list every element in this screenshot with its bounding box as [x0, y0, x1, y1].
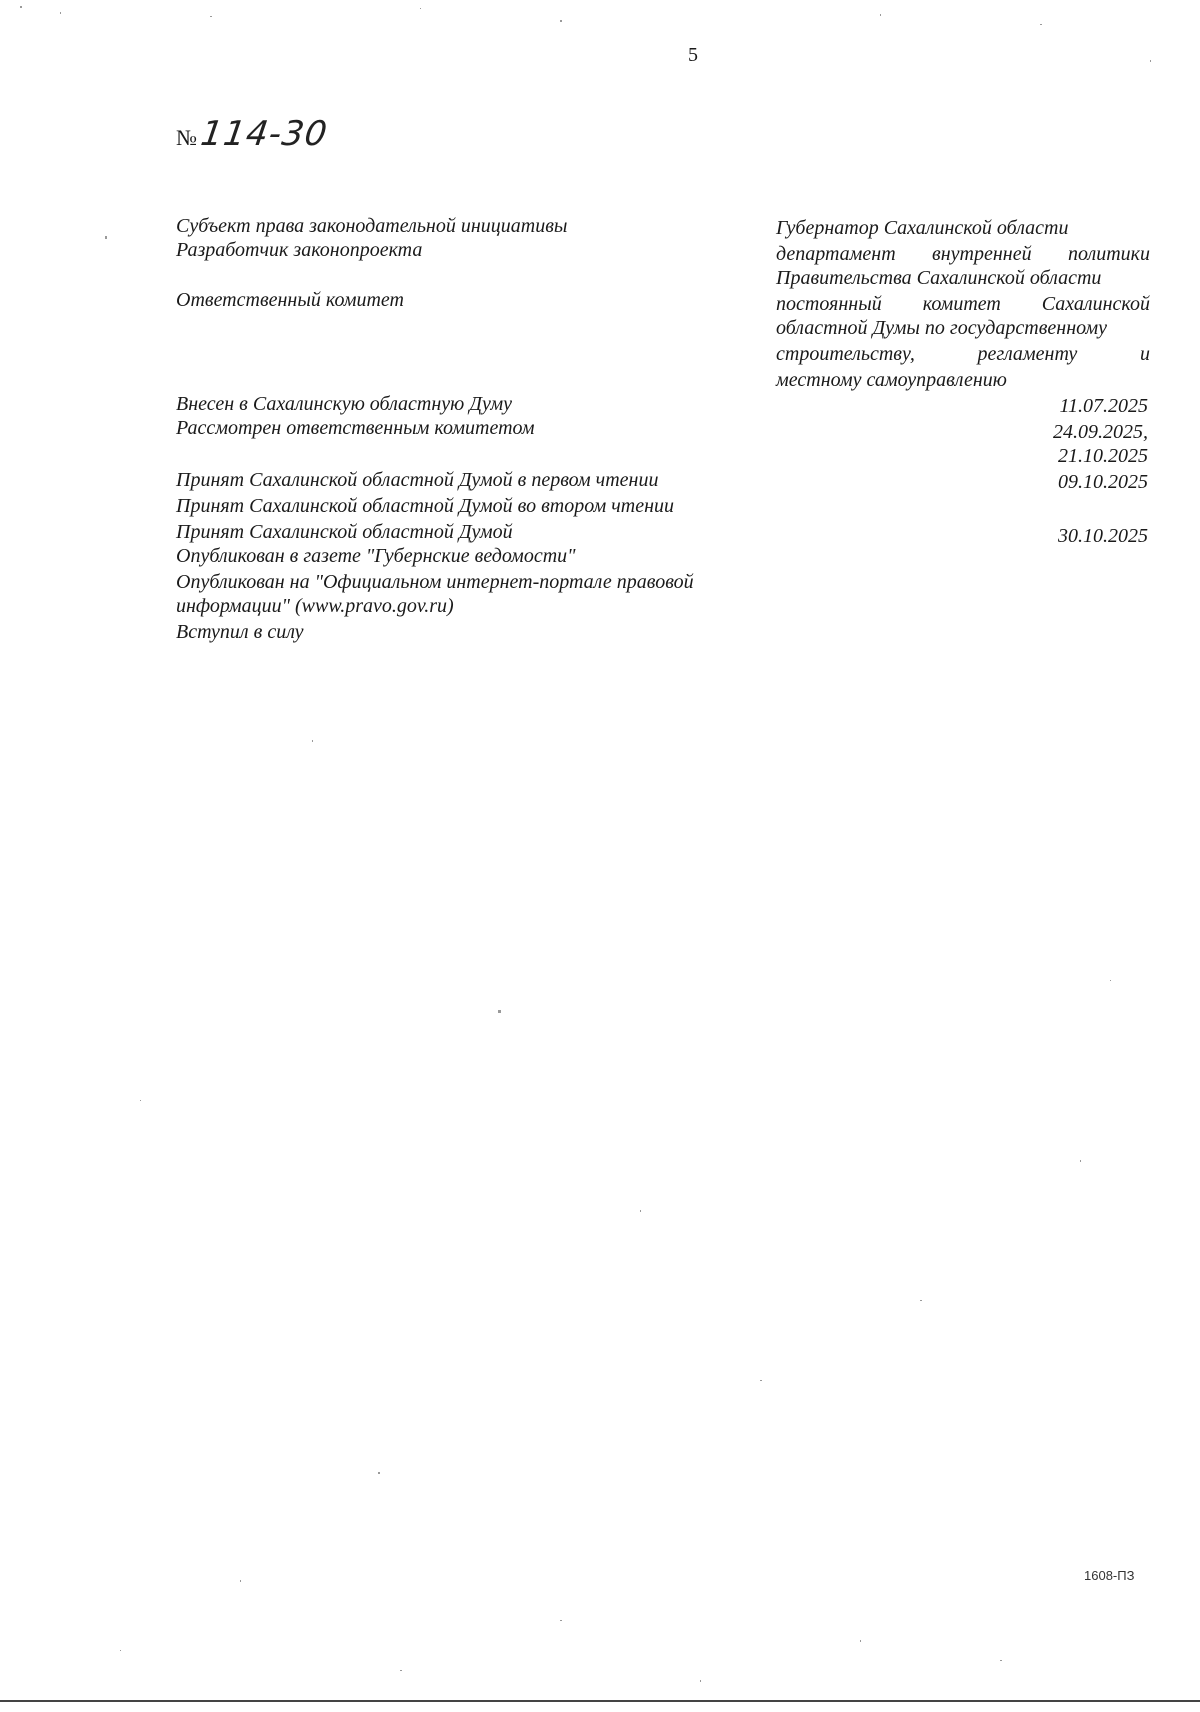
committee-value-line-4: местному самоуправлению [776, 369, 1007, 391]
scan-bottom-edge [0, 1700, 1200, 1702]
committee-value-line-1: постоянный комитет Сахалинской [776, 293, 1150, 315]
stage-committee-label: Рассмотрен ответственным комитетом [176, 417, 535, 439]
document-number [176, 114, 331, 154]
developer-value-line-1: департамент внутренней политики [776, 243, 1150, 265]
stage-in-force-label: Вступил в силу [176, 621, 304, 643]
page-number: 5 [688, 44, 698, 66]
stage-submitted-date: 11.07.2025 [1059, 395, 1148, 417]
stage-published-newspaper-label: Опубликован в газете "Губернские ведомости" [176, 545, 576, 567]
stage-committee-date-1: 24.09.2025, [1053, 421, 1148, 443]
stage-first-reading-date: 09.10.2025 [1058, 471, 1148, 493]
number-sign: № [176, 125, 197, 150]
developer-value-line-2: Правительства Сахалинской области [776, 267, 1102, 289]
stage-second-reading-label: Принят Сахалинской областной Думой во втором чтении [176, 495, 675, 517]
committee-label: Ответственный комитет [176, 289, 404, 311]
footer-code: 1608-ПЗ [1084, 1568, 1135, 1583]
stage-adopted-label: Принят Сахалинской областной Думой [176, 521, 513, 543]
subject-label: Субъект права законодательной инициативы [176, 215, 568, 237]
subject-value: Губернатор Сахалинской области [776, 217, 1069, 239]
handwritten-number: 114-30 [198, 114, 331, 154]
committee-value-line-2: областной Думы по государственному [776, 317, 1107, 339]
committee-value-line-3: строительству, регламенту и [776, 343, 1150, 365]
stage-committee-date-2: 21.10.2025 [1058, 445, 1148, 467]
stage-published-portal-label-line-1: Опубликован на "Официальном интернет-портале правовой [176, 571, 694, 593]
stage-first-reading-label: Принят Сахалинской областной Думой в первом чтении [176, 469, 659, 491]
stage-submitted-label: Внесен в Сахалинскую областную Думу [176, 393, 513, 415]
stage-adopted-date: 30.10.2025 [1058, 525, 1148, 547]
developer-label: Разработчик законопроекта [176, 239, 423, 261]
stage-published-portal-label-line-2: информации" (www.pravo.gov.ru) [176, 595, 454, 617]
